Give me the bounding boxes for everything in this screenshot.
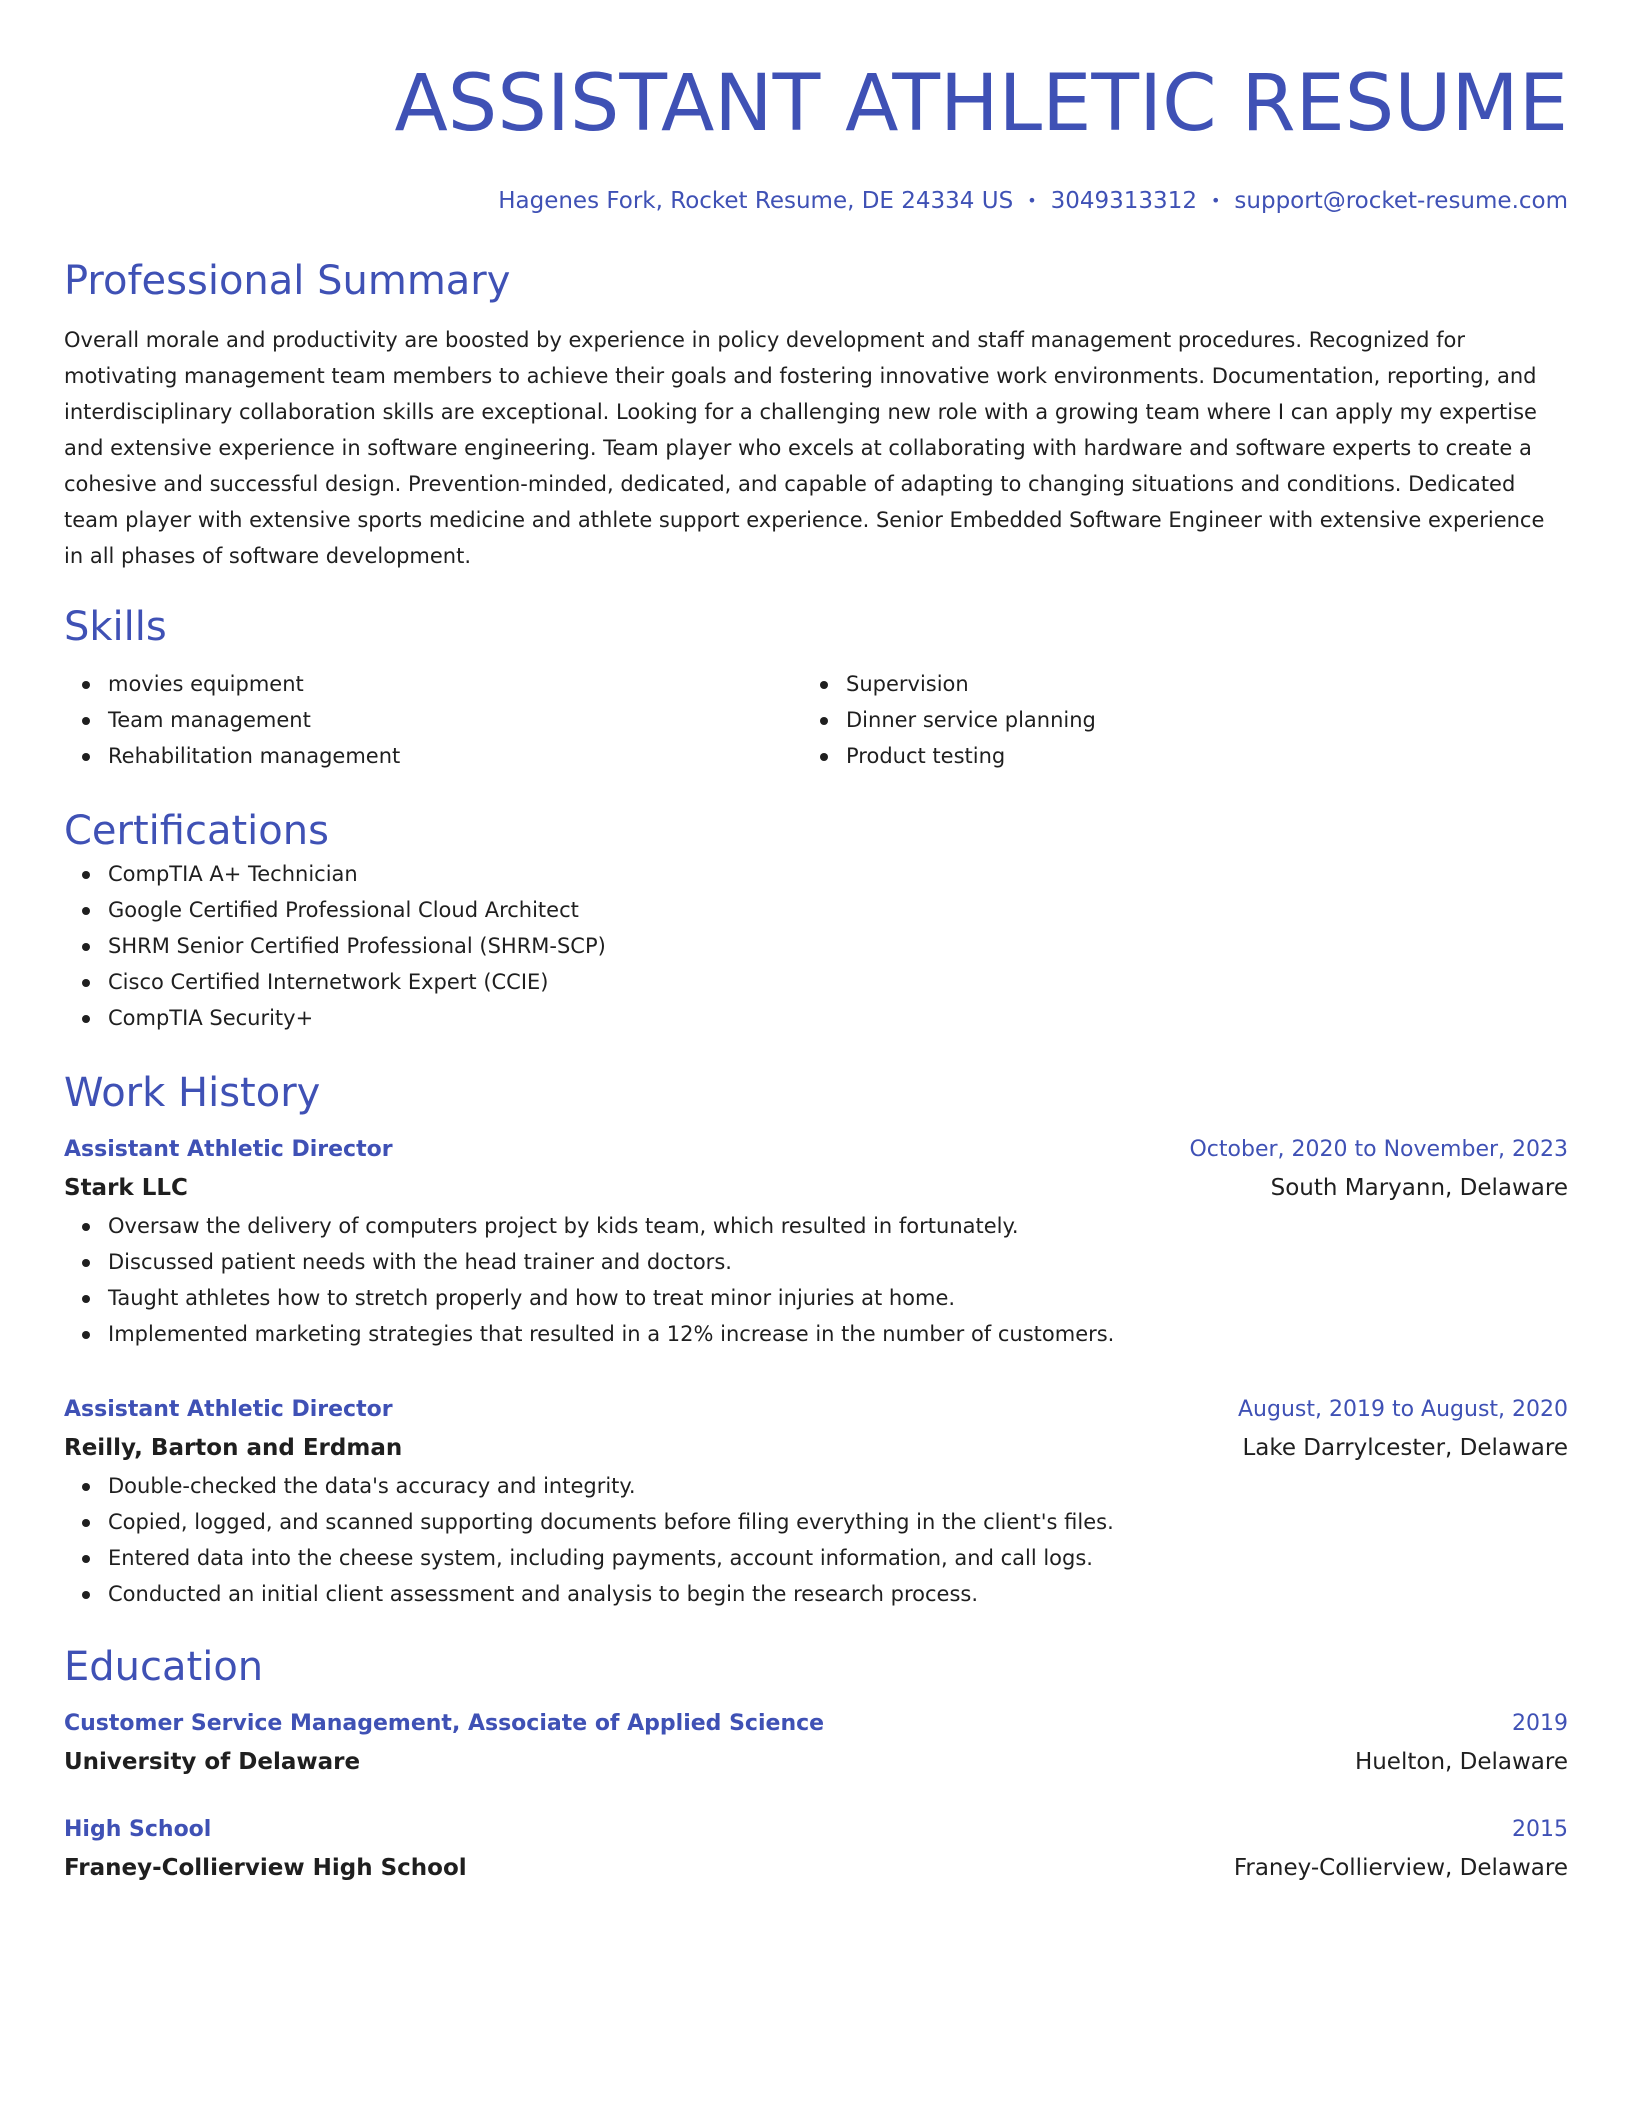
- degree-title: Customer Service Management, Associate of Applied Science: [64, 1711, 825, 1736]
- job-duty: Copied, logged, and scanned supporting documents before filing everything in the client's files.: [108, 1504, 1568, 1540]
- certification-item: CompTIA A+ Technician: [108, 856, 1568, 892]
- skills-heading: Skills: [64, 604, 167, 650]
- job-entry: [64, 1392, 1568, 1612]
- graduation-year: 2015: [1512, 1817, 1568, 1842]
- job-title: Assistant Athletic Director: [64, 1397, 393, 1422]
- job-duty: Taught athletes how to stretch properly and how to treat minor injuries at home.: [108, 1280, 1568, 1316]
- certifications-list: [64, 856, 1568, 1036]
- job-duty: Discussed patient needs with the head trainer and doctors.: [108, 1244, 1568, 1280]
- skills-list: [64, 666, 1568, 774]
- skills-column-right: [802, 666, 1540, 774]
- job-location: Lake Darrylcester, Delaware: [1242, 1435, 1568, 1461]
- contact-separator: •: [1027, 191, 1037, 210]
- contact-email: support@rocket-resume.com: [1234, 188, 1568, 214]
- job-duties: [64, 1468, 1568, 1612]
- graduation-year: 2019: [1512, 1711, 1568, 1736]
- job-dates: August, 2019 to August, 2020: [1238, 1397, 1568, 1422]
- skill-item: movies equipment: [108, 666, 802, 702]
- contact-phone: 3049313312: [1050, 188, 1197, 214]
- degree-title: High School: [64, 1817, 212, 1842]
- job-duty: Entered data into the cheese system, including payments, account information, and call logs.: [108, 1540, 1568, 1576]
- certifications-heading: Certifications: [64, 808, 329, 854]
- skill-item: Rehabilitation management: [108, 738, 802, 774]
- skill-item: Dinner service planning: [846, 702, 1540, 738]
- resume-title: ASSISTANT ATHLETIC RESUME: [394, 59, 1568, 149]
- job-duty: Double-checked the data's accuracy and integrity.: [108, 1468, 1568, 1504]
- certification-item: Cisco Certified Internetwork Expert (CCIE): [108, 964, 1568, 1000]
- job-location: South Maryann, Delaware: [1270, 1175, 1568, 1201]
- job-duties: [64, 1208, 1568, 1352]
- certification-item: SHRM Senior Certified Professional (SHRM-SCP): [108, 928, 1568, 964]
- job-duty: Implemented marketing strategies that resulted in a 12% increase in the number of customers.: [108, 1316, 1568, 1352]
- school-location: Huelton, Delaware: [1354, 1749, 1568, 1775]
- school-location: Franey-Collierview, Delaware: [1233, 1855, 1568, 1881]
- job-duty: Conducted an initial client assessment and analysis to begin the research process.: [108, 1576, 1568, 1612]
- education-entry: [64, 1812, 1568, 1888]
- skill-item: Supervision: [846, 666, 1540, 702]
- education-heading: Education: [64, 1644, 264, 1690]
- school-name: Franey-Collierview High School: [64, 1855, 467, 1881]
- education-entry: [64, 1706, 1568, 1782]
- skill-item: Product testing: [846, 738, 1540, 774]
- summary-text: Overall morale and productivity are boosted by experience in policy development and staff management procedures. Recognized for motivating management team members to achieve their goals and fostering innovative work environments. Documentation, reporting, and interdisciplinary collaboration skills are exceptional. Looking for a challenging new role with a growing team where I can apply my expertise and extensive experience in software engineering. Team player who excels at collaborating with hardware and software experts to create a cohesive and successful design. Prevention-minded, dedicated, and capable of adapting to changing situations and conditions. Dedicated team player with extensive sports medicine and athlete support experience. Senior Embedded Software Engineer with extensive experience in all phases of software development.: [64, 328, 1545, 568]
- resume-header: [64, 0, 1568, 216]
- job-dates: October, 2020 to November, 2023: [1189, 1137, 1568, 1162]
- contact-line: [64, 186, 1568, 216]
- summary-heading: Professional Summary: [64, 258, 511, 304]
- job-duty: Oversaw the delivery of computers project by kids team, which resulted in fortunately.: [108, 1208, 1568, 1244]
- job-company: Reilly, Barton and Erdman: [64, 1435, 403, 1461]
- skill-item: Team management: [108, 702, 802, 738]
- school-name: University of Delaware: [64, 1749, 361, 1775]
- job-title: Assistant Athletic Director: [64, 1137, 393, 1162]
- certification-item: CompTIA Security+: [108, 1000, 1568, 1036]
- contact-separator: •: [1210, 191, 1221, 210]
- job-company: Stark LLC: [64, 1175, 188, 1201]
- work-history-heading: Work History: [64, 1070, 321, 1116]
- certification-item: Google Certified Professional Cloud Architect: [108, 892, 1568, 928]
- job-entry: [64, 1132, 1568, 1352]
- skills-column-left: [64, 666, 802, 774]
- contact-address: Hagenes Fork, Rocket Resume, DE 24334 US: [498, 188, 1014, 214]
